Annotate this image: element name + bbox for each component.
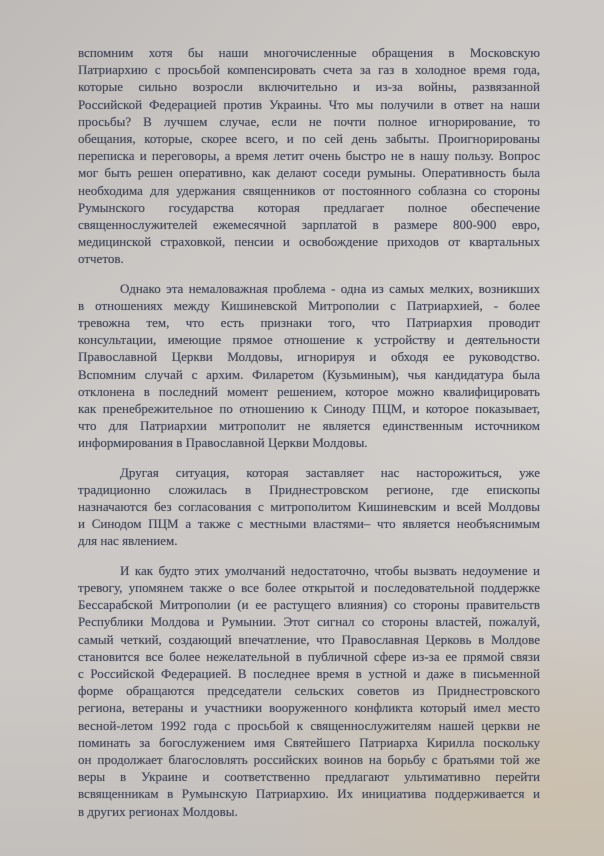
text-line: обещания, которые, скорее всего, и по сей день забыты. Проигнорированы [78, 131, 540, 147]
text-line: Румынского государства которая предлагает полное обеспечение [78, 199, 540, 215]
text-line: региона, ветераны и участники вооруженного конфликта который имел место [78, 700, 540, 716]
text-line: и Синодом ПЦМ а также с местными властями– что является необъяснимым [78, 516, 540, 532]
text-line: вспомним хотя бы наши многочисленные обращения в Московскую [78, 45, 540, 60]
text-line: всвященникам в Румынскую Патриархию. Их инициатива поддерживается и [78, 786, 540, 802]
text-line: с Российской Федерацией. В последнее время в устной и даже в письменной [78, 665, 540, 681]
paragraph [78, 562, 540, 820]
text-line: консультации, имеющие прямое отношение к устройству и деятельности [78, 332, 540, 348]
letter-text-block [78, 44, 540, 820]
text-line: традиционно сложилась в Приднестровском регионе, где епископы [78, 481, 540, 497]
paragraph [78, 44, 540, 268]
text-line: веры в Украине и соответственно предлагают ультимативно перейти [78, 769, 540, 785]
text-line: Бессарабской Митрополии (и ее растущего влияния) со стороны правительств [78, 597, 540, 613]
text-line: переписка и переговоры, а время летит очень быстро не в нашу пользу. Вопрос [78, 148, 540, 164]
text-line: в других регионах Молдовы. [78, 803, 238, 819]
text-line: И как будто этих умолчаний недостаточно, чтобы вызвать недоумение и [120, 562, 540, 578]
text-line: отчетов. [78, 251, 124, 267]
text-line: становится все более нежелательной в публичной сфере из-за ее прямой связи [78, 648, 540, 664]
text-line: медицинской страховкой, пенсии и освобождение приходов от квартальных [78, 234, 540, 250]
text-line: он продолжает благословлять российских воинов на борьбу с братьями той же [78, 751, 540, 767]
text-line: тревогу, упомянем также о все более открытой и последовательной поддержке [78, 579, 540, 595]
text-line: Вспомним случай с архим. Филаретом (Кузьминым), чья кандидатура была [78, 366, 540, 382]
text-line: самый четкий, создающий впечатление, что Православная Церковь в Молдове [78, 631, 540, 647]
text-line: что для Патриархии митрополит не является единственным источником [78, 418, 540, 434]
paragraph [78, 280, 540, 452]
text-line: Республики Молдова и Румынии. Этот сигнал со стороны властей, пожалуй, [78, 614, 540, 630]
text-line: поминать за богослужением имя Святейшего Патриарха Кирилла поскольку [78, 734, 540, 750]
text-line: священнослужителей ежемесячной зарплатой в размере 800-900 евро, [78, 217, 540, 233]
paragraph [78, 464, 540, 550]
text-line: информирования в Православной Церкви Молдовы. [78, 435, 368, 451]
text-line: Патриархию с просьбой компенсировать счета за газ в холодное время года, [78, 62, 540, 78]
text-line: которые сильно возросли включительно и из-за войны, развязанной [78, 79, 540, 95]
text-line: Российской Федерацией против Украины. Что мы получили в ответ на наши [78, 96, 540, 112]
text-line: просьбы? В лучшем случае, если не почти полное игнорирование, то [78, 113, 540, 129]
text-line: форме обращаются председатели сельских советов из Приднестровского [78, 683, 540, 699]
text-line: необходима для удержания священников от постоянного соблазна со стороны [78, 182, 540, 198]
text-line: весной-летом 1992 года с просьбой к священнослужителям нашей церкви не [78, 717, 540, 733]
text-line: тревожна тем, что есть признаки того, что Патриархия проводит [78, 315, 540, 331]
text-line: назначаются без согласования с митрополитом Кишиневским и всей Молдовы [78, 499, 540, 515]
text-line: мог быть решен оперативно, как делают соседи румыны. Оперативность была [78, 165, 540, 181]
text-line: отклонена в последний момент решением, которое можно квалифицировать [78, 383, 540, 399]
text-line: как пренебрежительное по отношению к Синоду ПЦМ, и которое показывает, [78, 401, 540, 417]
text-line: в отношениях между Кишиневской Митрополии с Патриархией, - более [78, 297, 540, 313]
text-line: для нас явлением. [78, 533, 178, 549]
text-line: Православной Церкви Молдовы, игнорируя и обходя ее руководство. [78, 349, 540, 365]
text-line: Другая ситуация, которая заставляет нас насторожиться, уже [120, 464, 540, 480]
text-line: Однако эта немаловажная проблема - одна из самых мелких, возникших [120, 280, 540, 296]
